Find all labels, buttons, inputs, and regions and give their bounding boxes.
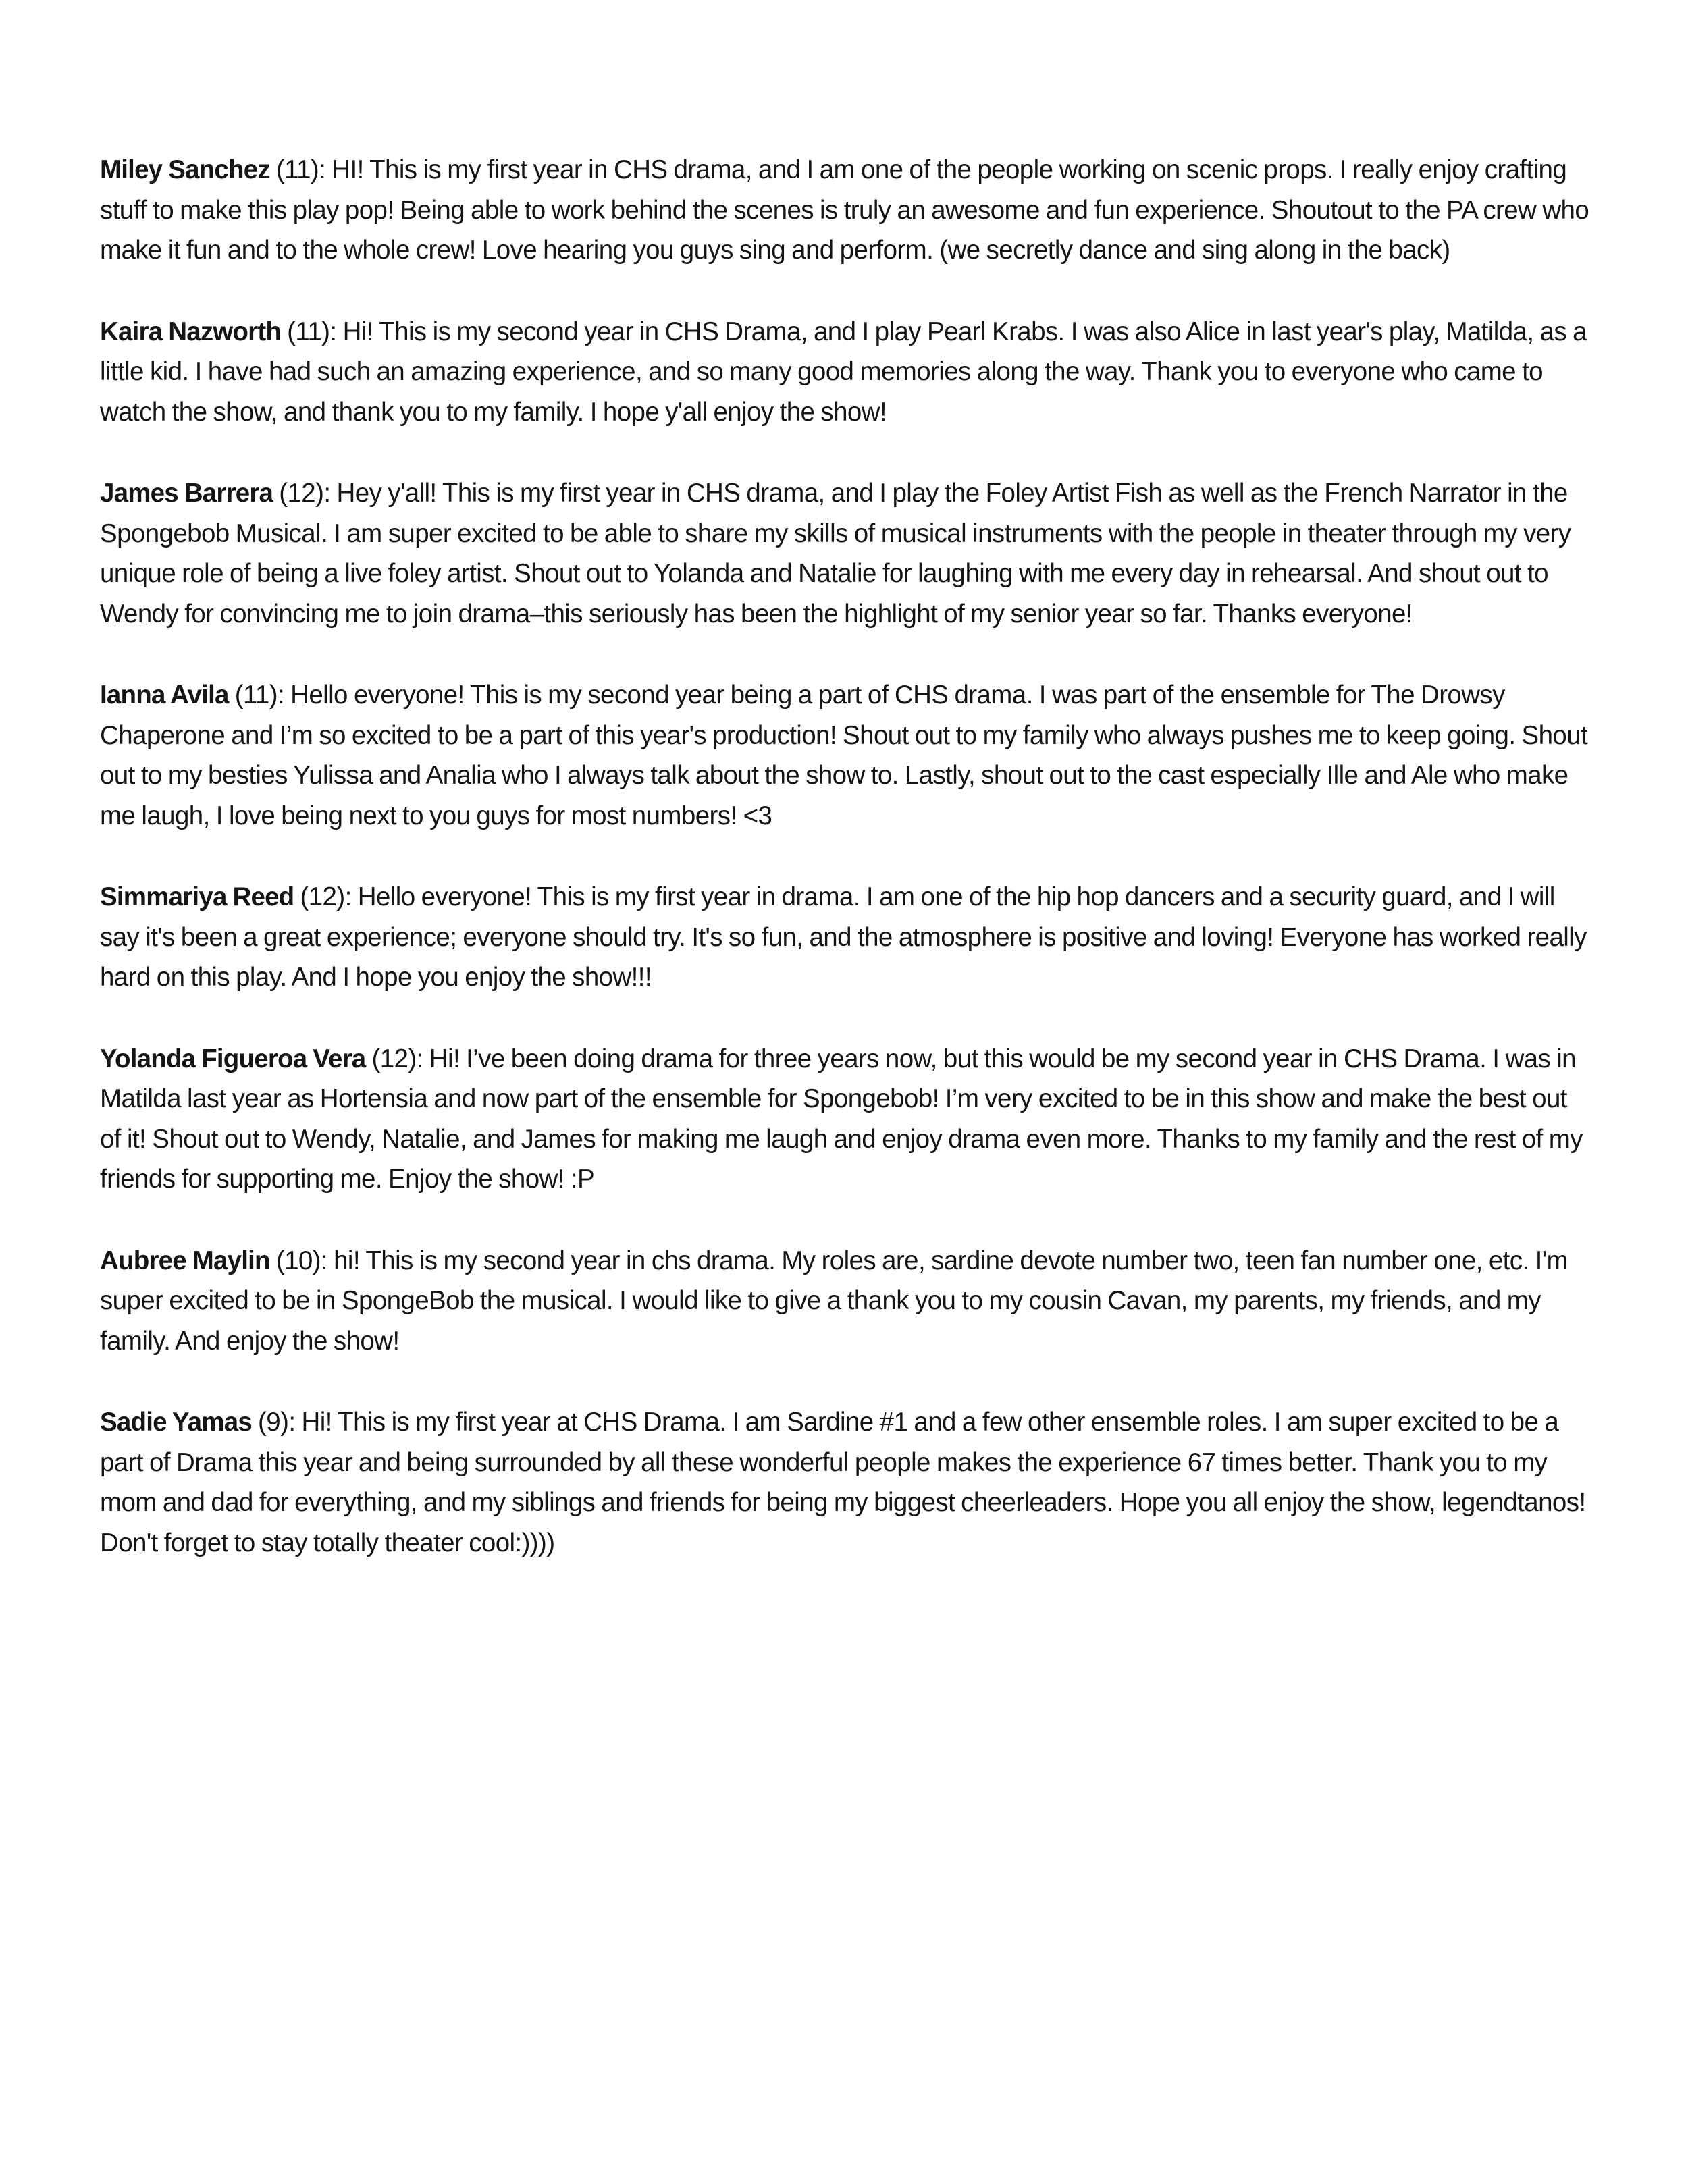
bio-james-barrera — [100, 473, 1593, 634]
bio-text: : Hi! I’ve been doing drama for three years now, but this would be my second year in CHS Drama. I was in Matilda last year as Hortensia and now part of the ensemble for Spongebob! I’m very excited to be in this show and make the best out of it! Shout out to Wendy, Natalie, and James for making me laugh and enjoy drama even more. Thanks to my family and the rest of my friends for supporting me. Enjoy the show! :P — [100, 1044, 1583, 1194]
bio-text: : Hey y'all! This is my first year in CHS drama, and I play the Foley Artist Fish as well as the French Narrator in the Spongebob Musical. I am super excited to be able to share my skills of musical instruments with the people in theater through my very unique role of being a live foley artist. Shout out to Yolanda and Natalie for laughing with me every day in rehearsal. And shout out to Wendy for convincing me to join drama–this seriously has been the highlight of my senior year so far. Thanks everyone! — [100, 479, 1571, 629]
bio-text: : Hi! This is my first year at CHS Drama. I am Sardine #1 and a few other ensemble roles. I am super excited to be a part of Drama this year and being surrounded by all these wonderful people makes the experience 67 times better. Thank you to my mom and dad for everything, and my siblings and friends for being my biggest cheerleaders. Hope you all enjoy the show, legendtanos! Don't forget to stay totally theater cool:)))) — [100, 1408, 1586, 1557]
bio-grade: (11) — [281, 317, 330, 346]
bio-ianna-avila — [100, 675, 1593, 836]
bio-text: : hi! This is my second year in chs drama. My roles are, sardine devote number two, teen fan number one, etc. I'm super excited to be in SpongeBob the musical. I would like to give a thank you to my cousin Cavan, my parents, my friends, and my family. And enjoy the show! — [100, 1246, 1568, 1356]
bio-kaira-nazworth — [100, 312, 1593, 433]
bio-simmariya-reed — [100, 877, 1593, 998]
bio-yolanda-figueroa-vera — [100, 1039, 1593, 1200]
bio-text: : Hi! This is my second year in CHS Drama, and I play Pearl Krabs. I was also Alice in last year's play, Matilda, as a little kid. I have had such an amazing experience, and so many good memories along the way. Thank you to everyone who came to watch the show, and thank you to my family. I hope y'all enjoy the show! — [100, 317, 1587, 427]
bio-name: Simmariya Reed — [100, 882, 294, 911]
bio-grade: (9) — [251, 1408, 289, 1437]
bio-grade: (12) — [294, 882, 345, 911]
bio-grade: (11) — [269, 155, 319, 184]
bio-sadie-yamas — [100, 1402, 1593, 1563]
bio-miley-sanchez — [100, 150, 1593, 271]
bio-name: James Barrera — [100, 479, 273, 508]
bio-name: Sadie Yamas — [100, 1408, 252, 1437]
bio-name: Miley Sanchez — [100, 155, 270, 184]
bio-text: : Hello everyone! This is my first year in drama. I am one of the hip hop dancers and a security guard, and I will say it's been a great experience; everyone should try. It's so fun, and the atmosphere is positive and loving! Everyone has worked really hard on this play. And I hope you enjoy the show!!! — [100, 882, 1587, 992]
bio-grade: (10) — [269, 1246, 321, 1275]
bio-name: Yolanda Figueroa Vera — [100, 1044, 366, 1073]
bio-name: Ianna Avila — [100, 681, 229, 710]
cast-bios-page — [100, 150, 1593, 1604]
bio-text: : Hello everyone! This is my second year being a part of CHS drama. I was part of the ensemble for The Drowsy Chaperone and I’m so excited to be a part of this year's production! Shout out to my family who always pushes me to keep going. Shout out to my besties Yulissa and Analia who I always talk about the show to. Lastly, shout out to the cast especially Ille and Ale who make me laugh, I love being next to you guys for most numbers! <3 — [100, 681, 1588, 830]
bio-name: Kaira Nazworth — [100, 317, 282, 346]
bio-text: : HI! This is my first year in CHS drama, and I am one of the people working on scenic props. I really enjoy crafting stuff to make this play pop! Being able to work behind the scenes is truly an awesome and fun experience. Shoutout to the PA crew who make it fun and to the whole crew! Love hearing you guys sing and perform. (we secretly dance and sing along in the back) — [100, 155, 1589, 265]
bio-grade: (12) — [273, 479, 324, 508]
bio-grade: (12) — [365, 1044, 417, 1073]
bio-name: Aubree Maylin — [100, 1246, 270, 1275]
bio-aubree-maylin — [100, 1241, 1593, 1362]
bio-grade: (11) — [228, 681, 278, 710]
